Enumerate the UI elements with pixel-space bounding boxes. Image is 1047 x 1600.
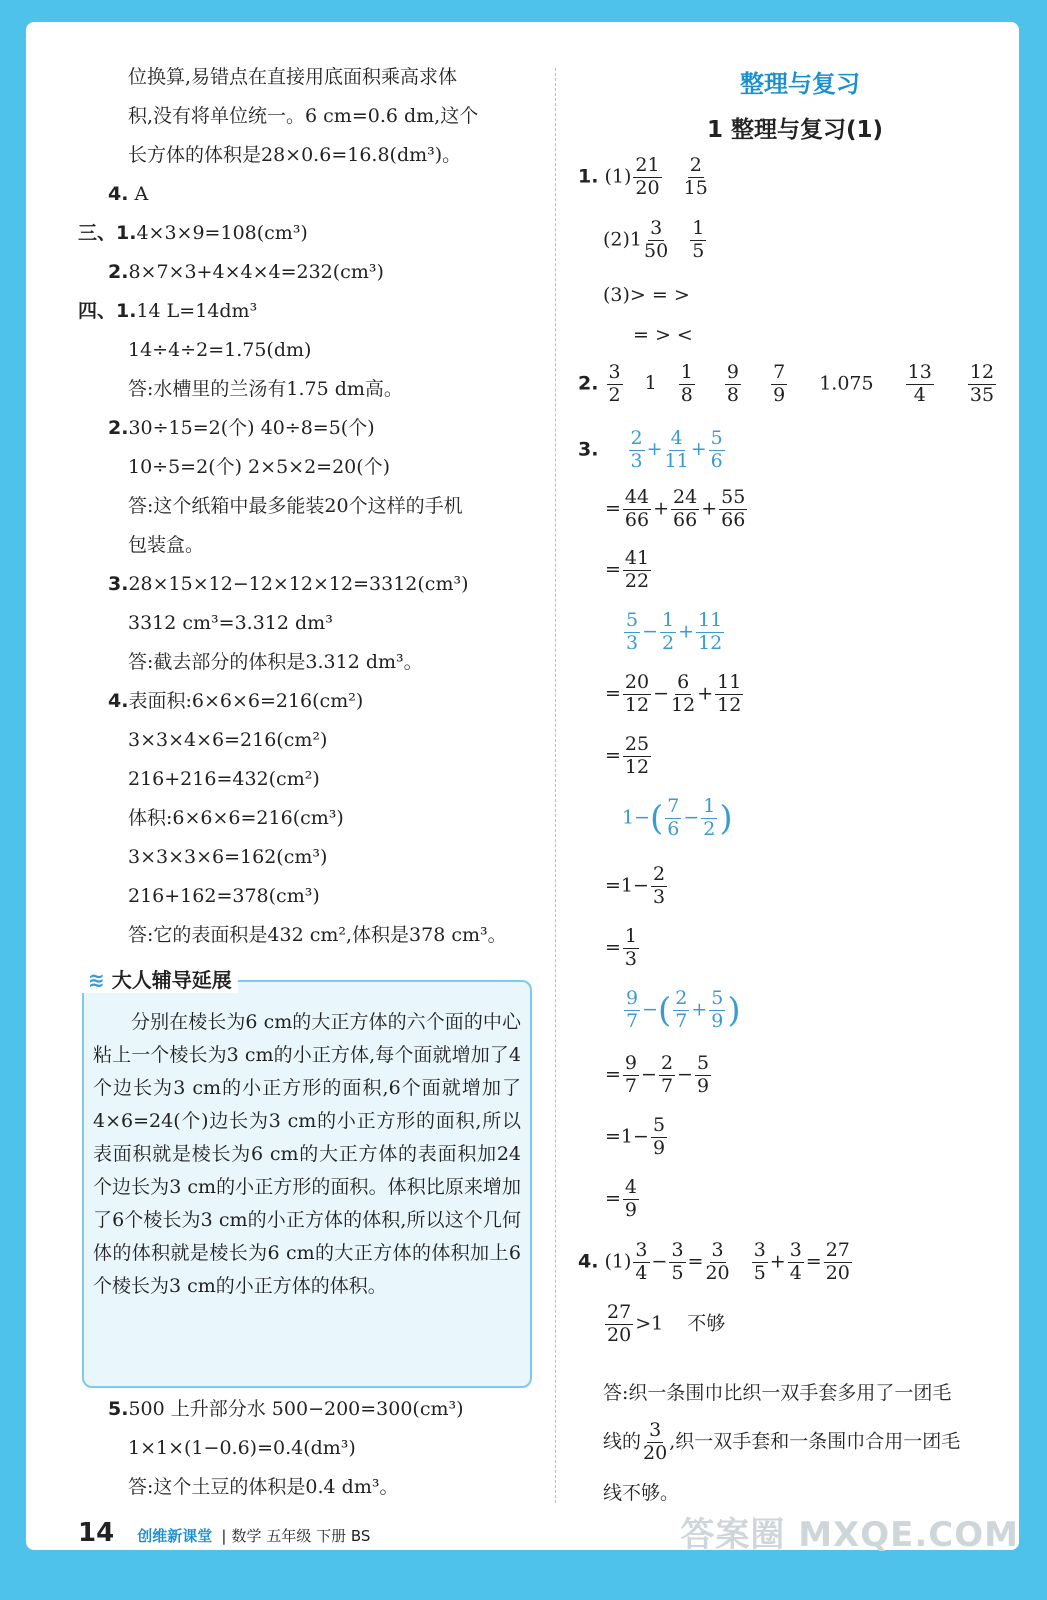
text-line: 14÷4÷2=1.75(dm)	[128, 339, 312, 361]
text-line: 216+162=378(cm³)	[128, 885, 320, 907]
part-label: (1)	[604, 165, 632, 188]
text-line: 216+216=432(cm²)	[128, 768, 320, 790]
q3-step: = $\frac{25}{12}$	[605, 733, 650, 778]
tip-text: 分别在棱长为6 cm的大正方体的六个面的中心粘上一个棱长为3 cm的小正方体,每个面就增加了4个边长为3 cm的小正方形的面积,6个面就增加了4×6=24(个)边长为3 cm的小正方形的面积,所以表面积就是棱长为6 cm的大正方体的表面积加24个边长为3 cm的小正方形的面积。体积比原来增加了6个棱长为3 cm的小正方体的体积,所以这个几何体的体积就是棱长为6 cm的大正方体的体积加上6个棱长为3 cm的小正方体的体积。	[93, 1011, 521, 1297]
question-number: 2.	[108, 417, 129, 439]
q3-expr: 1−( $\frac{7}{6}$ − $\frac{1}{2}$ )	[622, 795, 733, 840]
question-number: 4.	[578, 1250, 599, 1273]
answer: 8×7×3+4×4×4=232(cm³)	[128, 261, 384, 283]
text-line: 包装盒。	[128, 534, 205, 556]
answer: 28×15×12−12×12×12=3312(cm³)	[128, 573, 469, 595]
question-number: 2.	[578, 372, 599, 395]
answer: A	[134, 183, 149, 205]
brand: 创维新课堂	[137, 1527, 213, 1545]
q1-part2: (2)1 $\frac{3}{50}$ $\frac{1}{5}$	[603, 217, 705, 262]
q1: 1. (1) $\frac{21}{20}$ $\frac{2}{15}$	[578, 154, 708, 199]
answer: 表面积:6×6×6=216(cm²)	[128, 690, 364, 712]
question-number: 4.	[108, 183, 129, 205]
answer: 500 上升部分水 500−200=300(cm³)	[128, 1398, 464, 1420]
q3-step: = $\frac{20}{12}$ − $\frac{6}{12}$ + $\frac{11}{12}$	[605, 671, 742, 716]
watermark: 答案圈 MXQE.COM	[680, 1515, 1019, 1555]
question-number: 3.	[578, 438, 599, 461]
q3-expr: $\frac{5}{3}$ − $\frac{1}{2}$ + $\frac{11}{12}$	[626, 609, 723, 654]
text-line: 答:截去部分的体积是3.312 dm³。	[128, 651, 423, 673]
answer: 4×3×9=108(cm³)	[136, 222, 308, 244]
answer: 30÷15=2(个) 40÷8=5(个)	[128, 417, 375, 439]
footer: 14 创维新课堂 | 数学 五年级 下册 BS	[78, 1518, 371, 1548]
q4-compare: $\frac{27}{20}$ >1 不够	[607, 1301, 726, 1346]
text-line: 位换算,易错点在直接用底面积乘高求体	[128, 66, 458, 88]
section-label: 四、1.	[78, 300, 137, 322]
q3-step: = $\frac{44}{66}$ + $\frac{24}{66}$ + $\frac{55}{66}$	[605, 486, 746, 531]
q3-step: = $\frac{1}{3}$	[605, 925, 638, 970]
text-line: 积,没有将单位统一。6 cm=0.6 dm,这个	[128, 105, 479, 127]
page-number: 14	[78, 1518, 115, 1548]
text-line: 1×1×(1−0.6)=0.4(dm³)	[128, 1437, 356, 1459]
column-divider	[555, 68, 556, 1503]
part-label: (1)	[604, 1250, 632, 1273]
answer-text: 线不够。	[603, 1482, 680, 1504]
q2: 2. $\frac{3}{2}$ 1 $\frac{1}{8}$ $\frac{9}{8}$ $\frac{7}{9}$ 1.075 $\frac{13}{4}$ $\frac{12}{35}$	[578, 361, 995, 406]
q3-expr: $\frac{9}{7}$ −( $\frac{2}{7}$ + $\frac{5}{9}$ )	[626, 987, 741, 1032]
answer: 1	[644, 372, 657, 395]
text-line: 答:它的表面积是432 cm²,体积是378 cm³。	[128, 924, 507, 946]
text-line: 答:这个纸箱中最多能装20个这样的手机	[128, 495, 463, 517]
text-line: 3×3×4×6=216(cm²)	[128, 729, 328, 751]
q3-step: =1− $\frac{2}{3}$	[605, 863, 666, 908]
text-line: 10÷5=2(个) 2×5×2=20(个)	[128, 456, 391, 478]
text-line: 答:水槽里的兰汤有1.75 dm高。	[128, 378, 403, 400]
question-number: 5.	[108, 1398, 129, 1420]
q4: 4. (1) $\frac{3}{4}$ − $\frac{3}{5}$ = $\frac{3}{20}$ $\frac{3}{5}$ + $\frac{3}{4}$ = $\frac{27}{20}$	[578, 1239, 850, 1284]
answer-text: 答:织一条围巾比织一双手套多用了一团毛	[603, 1382, 952, 1404]
q3-step: =1− $\frac{5}{9}$	[605, 1114, 666, 1159]
question-number: 3.	[108, 573, 129, 595]
tip-title: 大人辅导延展	[111, 968, 232, 992]
q3-step: = $\frac{4}{9}$	[605, 1176, 638, 1221]
text-line: 3312 cm³=3.312 dm³	[128, 612, 333, 634]
q1-part3b: = > <	[633, 324, 693, 346]
book-info: 数学 五年级 下册 BS	[231, 1527, 371, 1545]
part-label: (2)1	[603, 228, 643, 251]
q3: 3. $\frac{2}{3}$ + $\frac{4}{11}$ + $\frac{5}{6}$	[578, 427, 723, 472]
text-line: 3×3×3×6=162(cm³)	[128, 846, 328, 868]
q3-step: = $\frac{9}{7}$ − $\frac{2}{7}$ − $\frac{5}{9}$	[605, 1052, 710, 1097]
answer-text: 线的 $\frac{3}{20}$ ,织一双手套和一条围巾合用一团毛	[603, 1419, 961, 1464]
waves-icon: ≋	[88, 968, 105, 992]
section-subheading: 1 整理与复习(1)	[707, 117, 884, 143]
section-heading: 整理与复习	[740, 70, 860, 98]
q3-step: = $\frac{41}{22}$	[605, 547, 650, 592]
section-label: 三、1.	[78, 222, 137, 244]
text-line: 体积:6×6×6=216(cm³)	[128, 807, 344, 829]
answer: 不够	[687, 1312, 726, 1335]
text-line: 答:这个土豆的体积是0.4 dm³。	[128, 1476, 399, 1498]
question-number: 4.	[108, 690, 129, 712]
question-number: 2.	[108, 261, 129, 283]
answer: 1.075	[819, 372, 874, 395]
answer: 14 L=14dm³	[136, 300, 258, 322]
q1-part3: (3)> = >	[603, 284, 690, 306]
text-line: 长方体的体积是28×0.6=16.8(dm³)。	[128, 144, 462, 166]
question-number: 1.	[578, 165, 599, 188]
